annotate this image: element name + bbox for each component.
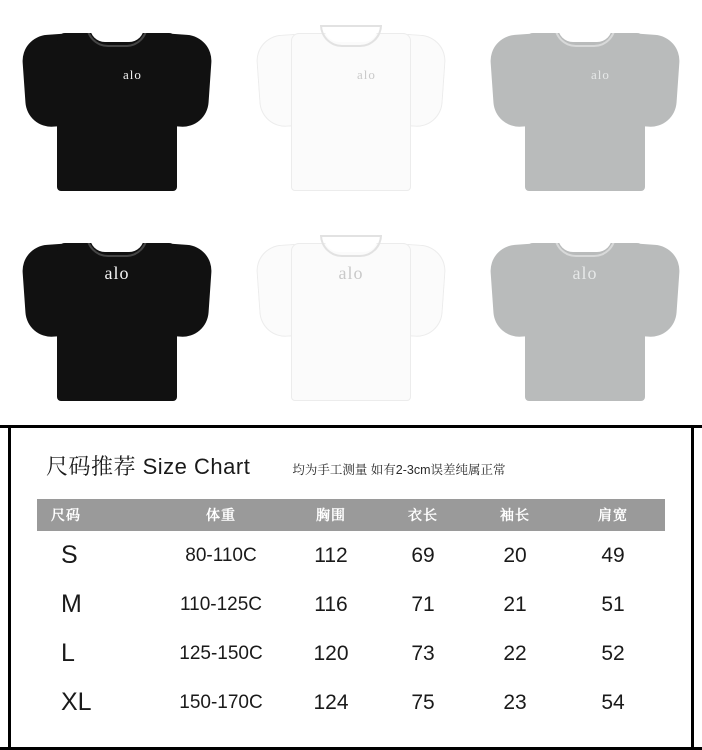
tshirt-graphic bbox=[24, 19, 210, 191]
cell-weight: 80-110C bbox=[185, 544, 257, 566]
cell-size: L bbox=[61, 639, 75, 667]
column-header-sleeve: 袖长 bbox=[469, 499, 561, 531]
panel-border-right bbox=[691, 428, 694, 747]
cell-length: 71 bbox=[411, 592, 435, 616]
cell-length: 73 bbox=[411, 641, 435, 665]
brand-logo: alo bbox=[123, 67, 142, 82]
column-header-bust: 胸围 bbox=[285, 499, 377, 531]
brand-logo: alo bbox=[338, 263, 364, 283]
tshirt-graphic bbox=[258, 229, 444, 401]
cell-shoulder: 51 bbox=[601, 592, 625, 616]
cell-length: 75 bbox=[411, 690, 435, 714]
table-row bbox=[37, 629, 665, 678]
product-photo-front-white[interactable] bbox=[234, 0, 468, 210]
cell-weight: 150-170C bbox=[179, 691, 263, 713]
product-photo-back-grey[interactable] bbox=[468, 210, 702, 420]
measurement-note: 均为手工测量 如有2-3cm误差纯属正常 bbox=[292, 463, 506, 477]
table-header-row bbox=[37, 499, 665, 531]
cell-bust: 124 bbox=[313, 690, 349, 714]
cell-bust: 112 bbox=[314, 543, 348, 567]
tshirt-graphic bbox=[24, 229, 210, 401]
cell-shoulder: 49 bbox=[601, 543, 625, 567]
shirt-body bbox=[525, 33, 645, 191]
collar-opening bbox=[324, 237, 378, 252]
collar-opening bbox=[90, 27, 144, 42]
product-photo-front-black[interactable] bbox=[0, 0, 234, 210]
column-header-length: 衣长 bbox=[377, 499, 469, 531]
size-chart-header bbox=[0, 428, 702, 481]
column-header-size: 尺码 bbox=[37, 499, 157, 531]
cell-sleeve: 23 bbox=[503, 690, 527, 714]
cell-weight: 110-125C bbox=[179, 593, 263, 615]
collar-opening bbox=[558, 27, 612, 42]
table-row bbox=[37, 678, 665, 727]
collar-opening bbox=[90, 237, 144, 252]
product-photo-back-white[interactable] bbox=[234, 210, 468, 420]
tshirt-graphic bbox=[492, 19, 678, 191]
column-header-shoulder: 肩宽 bbox=[561, 499, 665, 531]
size-chart-panel bbox=[0, 425, 702, 750]
size-chart-title: 尺码推荐 Size Chart bbox=[46, 454, 251, 479]
cell-size: S bbox=[61, 541, 78, 569]
cell-bust: 116 bbox=[314, 592, 348, 616]
brand-logo: alo bbox=[591, 67, 610, 82]
table-row bbox=[37, 580, 665, 629]
cell-size: XL bbox=[61, 688, 92, 716]
product-photo-front-grey[interactable] bbox=[468, 0, 702, 210]
brand-logo: alo bbox=[572, 263, 598, 283]
collar-opening bbox=[324, 27, 378, 42]
product-photo-back-black[interactable] bbox=[0, 210, 234, 420]
brand-logo: alo bbox=[104, 263, 130, 283]
cell-weight: 125-150C bbox=[179, 642, 263, 664]
column-header-weight: 体重 bbox=[157, 499, 285, 531]
cell-sleeve: 20 bbox=[503, 543, 527, 567]
cell-size: M bbox=[61, 590, 82, 618]
shirt-body bbox=[291, 33, 411, 191]
cell-shoulder: 54 bbox=[601, 690, 625, 714]
cell-bust: 120 bbox=[313, 641, 349, 665]
table-row bbox=[37, 531, 665, 580]
collar-opening bbox=[558, 237, 612, 252]
tshirt-graphic bbox=[258, 19, 444, 191]
tshirt-graphic bbox=[492, 229, 678, 401]
brand-logo: alo bbox=[357, 67, 376, 82]
panel-border-left bbox=[8, 428, 11, 747]
size-chart-table bbox=[37, 499, 665, 727]
cell-sleeve: 21 bbox=[503, 592, 527, 616]
shirt-body bbox=[57, 33, 177, 191]
cell-length: 69 bbox=[411, 543, 435, 567]
cell-shoulder: 52 bbox=[601, 641, 625, 665]
cell-sleeve: 22 bbox=[503, 641, 527, 665]
